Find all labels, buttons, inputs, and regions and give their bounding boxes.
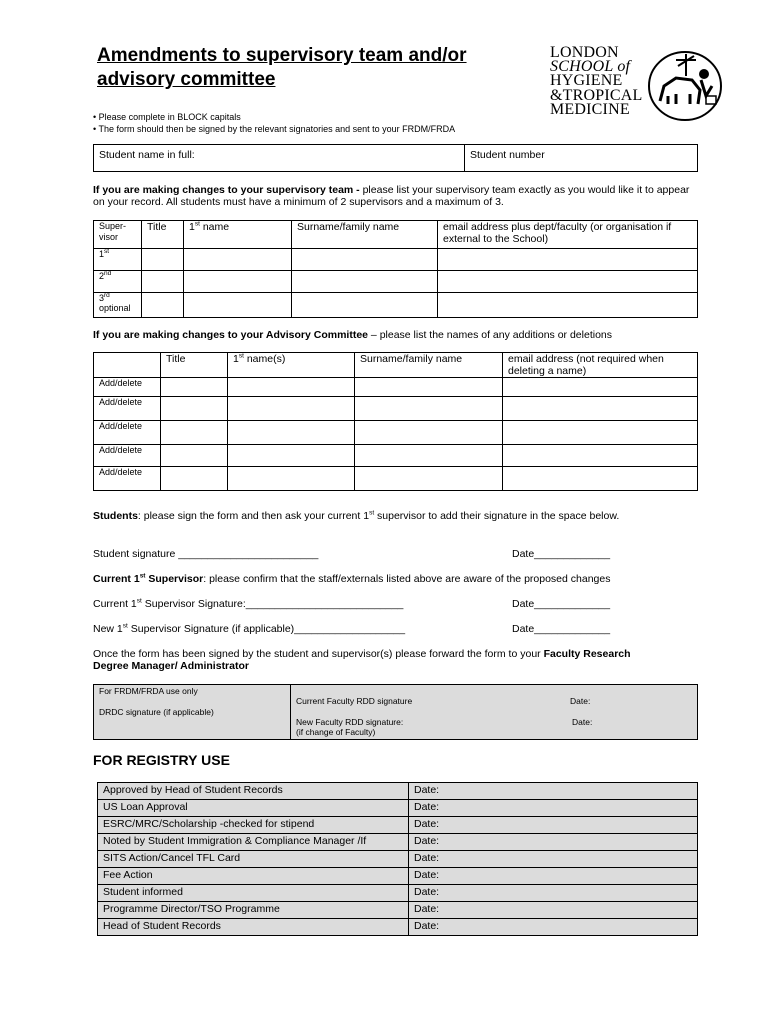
add-delete-label: Add/delete (94, 421, 161, 445)
surname-cell[interactable] (355, 378, 503, 397)
first-name-cell[interactable] (228, 445, 355, 467)
current-supervisor-date-line[interactable]: Date_____________ (512, 598, 611, 610)
student-number-field[interactable]: Student number (465, 145, 698, 172)
current-rdd-signature-field[interactable]: Current Faculty RDD signature (296, 696, 413, 706)
surname-cell[interactable] (292, 292, 438, 317)
add-delete-label: Add/delete (94, 397, 161, 421)
student-date-line[interactable]: Date_____________ (512, 548, 611, 560)
student-signature-line[interactable]: Student signature ________________________ (93, 548, 319, 560)
frdm-use-box (93, 684, 698, 740)
supervisor-row-3 (94, 292, 698, 317)
forward-instruction: Once the form has been signed by the student and supervisor(s) please forward the form to your Faculty Research Degree Manager/ Administrator (93, 648, 631, 672)
registry-table (97, 782, 698, 936)
registry-row: ESRC/MRC/Scholarship -checked for stipend Date: (98, 817, 698, 834)
header-surname: Surname/family name (355, 353, 503, 378)
new-supervisor-date-line[interactable]: Date_____________ (512, 623, 611, 635)
registry-row: Student informed Date: (98, 885, 698, 902)
new-rdd-signature-field[interactable]: New Faculty RDD signature: (296, 717, 404, 727)
supervisor-number: 2nd (94, 270, 142, 292)
email-cell[interactable] (503, 397, 698, 421)
supervisor-row-1 (94, 248, 698, 270)
add-delete-label: Add/delete (94, 445, 161, 467)
advisory-row (94, 397, 698, 421)
new-supervisor-signature-line[interactable]: New 1st Supervisor Signature (if applicable)___________________ (93, 622, 406, 635)
title-cell[interactable] (161, 445, 228, 467)
supervisor-row-2 (94, 270, 698, 292)
advisory-row (94, 421, 698, 445)
title-cell[interactable] (142, 292, 184, 317)
advisory-committee-table (93, 352, 698, 491)
advisory-row (94, 467, 698, 491)
students-instruction: Students: please sign the form and then ask your current 1st supervisor to add their signature in the space below. (93, 509, 620, 522)
header-surname: Surname/family name (292, 221, 438, 249)
surname-cell[interactable] (355, 467, 503, 491)
email-cell[interactable] (438, 292, 698, 317)
supervisor-confirmation: Current 1st Supervisor: please confirm that the staff/externals listed above are aware of the proposed changes (93, 572, 611, 585)
page-title: Amendments to supervisory team and/or advisory committee (97, 45, 467, 90)
advisory-row (94, 445, 698, 467)
email-cell[interactable] (503, 445, 698, 467)
title-cell[interactable] (142, 270, 184, 292)
header-supervisor: Super-visor (94, 221, 142, 248)
header-email: email address (not required when deleting a name) (503, 353, 698, 378)
email-cell[interactable] (438, 270, 698, 292)
title-cell[interactable] (161, 397, 228, 421)
first-name-cell[interactable] (184, 270, 292, 292)
title-cell[interactable] (161, 467, 228, 491)
student-name-field[interactable]: Student name in full: (94, 145, 465, 172)
frdm-left-cell: For FRDM/FRDA use only DRDC signature (if applicable) (94, 685, 291, 740)
advisory-intro: If you are making changes to your Advisory Committee – please list the names of any additions or deletions (93, 329, 612, 341)
seal-icon (646, 46, 724, 122)
first-name-cell[interactable] (184, 248, 292, 270)
title-cell[interactable] (161, 421, 228, 445)
registry-heading: FOR REGISTRY USE (93, 752, 230, 768)
registry-row: Programme Director/TSO Programme Date: (98, 902, 698, 919)
add-delete-label: Add/delete (94, 467, 161, 491)
registry-row: Fee Action Date: (98, 868, 698, 885)
first-name-cell[interactable] (228, 421, 355, 445)
add-delete-label: Add/delete (94, 378, 161, 397)
email-cell[interactable] (503, 378, 698, 397)
first-name-cell[interactable] (228, 467, 355, 491)
frdm-right-cell: Current Faculty RDD signature Date: New Faculty RDD signature: (if change of Faculty) Date: (291, 685, 698, 740)
header-title: Title (161, 353, 228, 378)
student-info-box (93, 144, 698, 172)
advisory-row (94, 378, 698, 397)
registry-row: Noted by Student Immigration & Compliance Manager /If Date: (98, 834, 698, 851)
supervisor-number: 1st (94, 248, 142, 270)
instructions: • Please complete in BLOCK capitals • The form should then be signed by the relevant signatories and sent to your FRDM/FRDA (93, 112, 456, 134)
supervisory-intro: If you are making changes to your supervisory team - please list your supervisory team exactly as you would like it to appear on your record. All students must have a minimum of 2 supervisors and a maximum of 3. (93, 184, 690, 208)
drdc-signature-field[interactable]: DRDC signature (if applicable) (99, 707, 214, 717)
current-supervisor-signature-line[interactable]: Current 1st Supervisor Signature:___________________________ (93, 597, 404, 610)
first-name-cell[interactable] (228, 378, 355, 397)
first-name-cell[interactable] (228, 397, 355, 421)
email-cell[interactable] (503, 421, 698, 445)
title-cell[interactable] (142, 248, 184, 270)
registry-row: SITS Action/Cancel TFL Card Date: (98, 851, 698, 868)
registry-row: US Loan Approval Date: (98, 800, 698, 817)
header-first-name: 1st name (184, 221, 292, 249)
header-email: email address plus dept/faculty (or organisation if external to the School) (438, 221, 698, 249)
registry-row: Approved by Head of Student Records Date: (98, 783, 698, 800)
email-cell[interactable] (503, 467, 698, 491)
surname-cell[interactable] (355, 445, 503, 467)
first-name-cell[interactable] (184, 292, 292, 317)
supervisory-team-table (93, 220, 698, 318)
supervisor-number: 3rd optional (94, 292, 142, 317)
email-cell[interactable] (438, 248, 698, 270)
header-action (94, 353, 161, 378)
surname-cell[interactable] (355, 421, 503, 445)
title-cell[interactable] (161, 378, 228, 397)
surname-cell[interactable] (355, 397, 503, 421)
header-title: Title (142, 221, 184, 249)
surname-cell[interactable] (292, 248, 438, 270)
header-first-name: 1st name(s) (228, 353, 355, 378)
logo-text: LONDON SCHOOL of HYGIENE &TROPICAL MEDICINE (550, 44, 643, 118)
lshtm-logo (550, 46, 725, 122)
surname-cell[interactable] (292, 270, 438, 292)
registry-row: Head of Student Records Date: (98, 919, 698, 936)
